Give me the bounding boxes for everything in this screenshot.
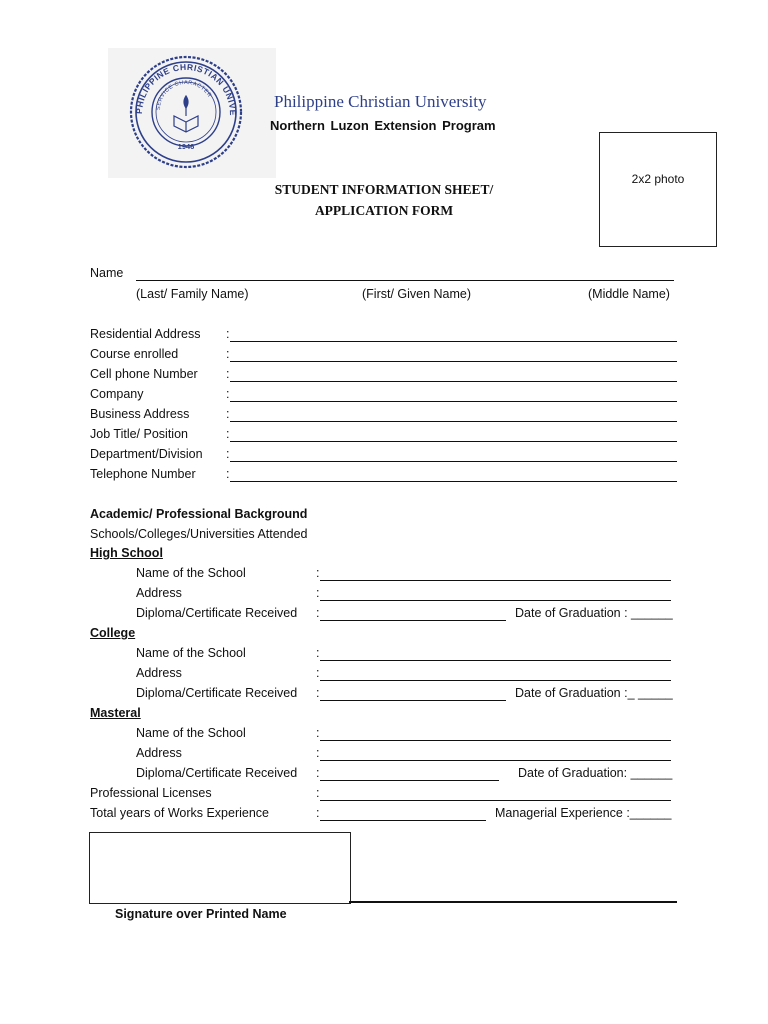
colon: : — [226, 367, 230, 381]
colon: : — [316, 766, 320, 780]
signature-line — [349, 901, 677, 903]
university-name: Philippine Christian University — [274, 92, 487, 111]
hs-school-name-label: Name of the School — [136, 566, 246, 580]
college-heading: College — [90, 626, 136, 640]
residential-address-field[interactable] — [230, 341, 677, 342]
high-school-heading: High School — [90, 546, 163, 560]
photo-label: 2x2 photo — [631, 172, 685, 186]
cell-phone-field[interactable] — [230, 381, 677, 382]
masteral-heading: Masteral — [90, 706, 141, 720]
colon: : — [316, 646, 320, 660]
form-title-line2: APPLICATION FORM — [314, 203, 454, 218]
field-label-cell-phone: Cell phone Number — [90, 367, 198, 381]
field-label-telephone: Telephone Number — [90, 467, 196, 481]
photo-box[interactable] — [599, 132, 717, 247]
college-diploma-field[interactable] — [320, 700, 506, 701]
hs-address-field[interactable] — [320, 600, 671, 601]
managerial-experience[interactable]: Managerial Experience :______ — [495, 806, 672, 820]
telephone-field[interactable] — [230, 481, 677, 482]
colon: : — [226, 407, 230, 421]
colon: : — [316, 746, 320, 760]
experience-field[interactable] — [320, 820, 486, 821]
college-address-label: Address — [136, 666, 182, 680]
colon: : — [226, 447, 230, 461]
college-graduation-date[interactable]: Date of Graduation :_ _____ — [515, 686, 673, 700]
seal-year: 1946 — [177, 142, 195, 151]
seal-text-top: PHILIPPINE CHRISTIAN UNIVE — [133, 61, 239, 117]
experience-label: Total years of Works Experience — [90, 806, 270, 820]
colon: : — [226, 387, 230, 401]
hs-diploma-label: Diploma/Certificate Received — [136, 606, 298, 620]
masteral-diploma-field[interactable] — [320, 780, 499, 781]
course-enrolled-field[interactable] — [230, 361, 677, 362]
field-label-job-title: Job Title/ Position — [90, 427, 188, 441]
schools-subheading: Schools/Colleges/Universities Attended — [90, 527, 308, 541]
masteral-address-label: Address — [136, 746, 182, 760]
field-label-department: Department/Division — [90, 447, 203, 461]
middle-name-caption: (Middle Name) — [588, 287, 670, 301]
name-label: Name — [90, 266, 124, 280]
college-diploma-label: Diploma/Certificate Received — [136, 686, 298, 700]
masteral-graduation-date[interactable]: Date of Graduation: ______ — [518, 766, 673, 780]
hs-diploma-field[interactable] — [320, 620, 506, 621]
colon: : — [316, 566, 320, 580]
colon: : — [226, 327, 230, 341]
college-address-field[interactable] — [320, 680, 671, 681]
licenses-field[interactable] — [320, 800, 671, 801]
college-school-name-field[interactable] — [320, 660, 671, 661]
company-field[interactable] — [230, 401, 677, 402]
masteral-school-name-field[interactable] — [320, 740, 671, 741]
first-name-caption: (First/ Given Name) — [362, 287, 472, 301]
hs-school-name-field[interactable] — [320, 580, 671, 581]
colon: : — [316, 666, 320, 680]
program-name: Northern Luzon Extension Program — [270, 118, 496, 133]
colon: : — [316, 686, 320, 700]
colon: : — [316, 786, 320, 800]
field-label-business-address: Business Address — [90, 407, 190, 421]
business-address-field[interactable] — [230, 421, 677, 422]
licenses-label: Professional Licenses — [90, 786, 212, 800]
field-label-course-enrolled: Course enrolled — [90, 347, 179, 361]
signature-label: Signature over Printed Name — [115, 907, 287, 921]
field-label-company: Company — [90, 387, 144, 401]
colon: : — [226, 427, 230, 441]
name-field[interactable] — [136, 280, 674, 281]
colon: : — [316, 586, 320, 600]
university-seal — [108, 48, 276, 178]
colon: : — [316, 806, 320, 820]
hs-graduation-date[interactable]: Date of Graduation : ______ — [515, 606, 673, 620]
colon: : — [226, 467, 230, 481]
colon: : — [316, 726, 320, 740]
form-title-line1: STUDENT INFORMATION SHEET/ — [274, 182, 494, 197]
seal-text-inner: SERVICE CHARACTER — [155, 79, 213, 111]
hs-address-label: Address — [136, 586, 182, 600]
masteral-diploma-label: Diploma/Certificate Received — [136, 766, 298, 780]
masteral-address-field[interactable] — [320, 760, 671, 761]
colon: : — [226, 347, 230, 361]
last-name-caption: (Last/ Family Name) — [136, 287, 249, 301]
colon: : — [316, 606, 320, 620]
department-field[interactable] — [230, 461, 677, 462]
field-label-residential-address: Residential Address — [90, 327, 201, 341]
academic-heading: Academic/ Professional Background — [90, 507, 308, 521]
college-school-name-label: Name of the School — [136, 646, 246, 660]
job-title-field[interactable] — [230, 441, 677, 442]
masteral-school-name-label: Name of the School — [136, 726, 246, 740]
signature-box[interactable] — [89, 832, 351, 904]
